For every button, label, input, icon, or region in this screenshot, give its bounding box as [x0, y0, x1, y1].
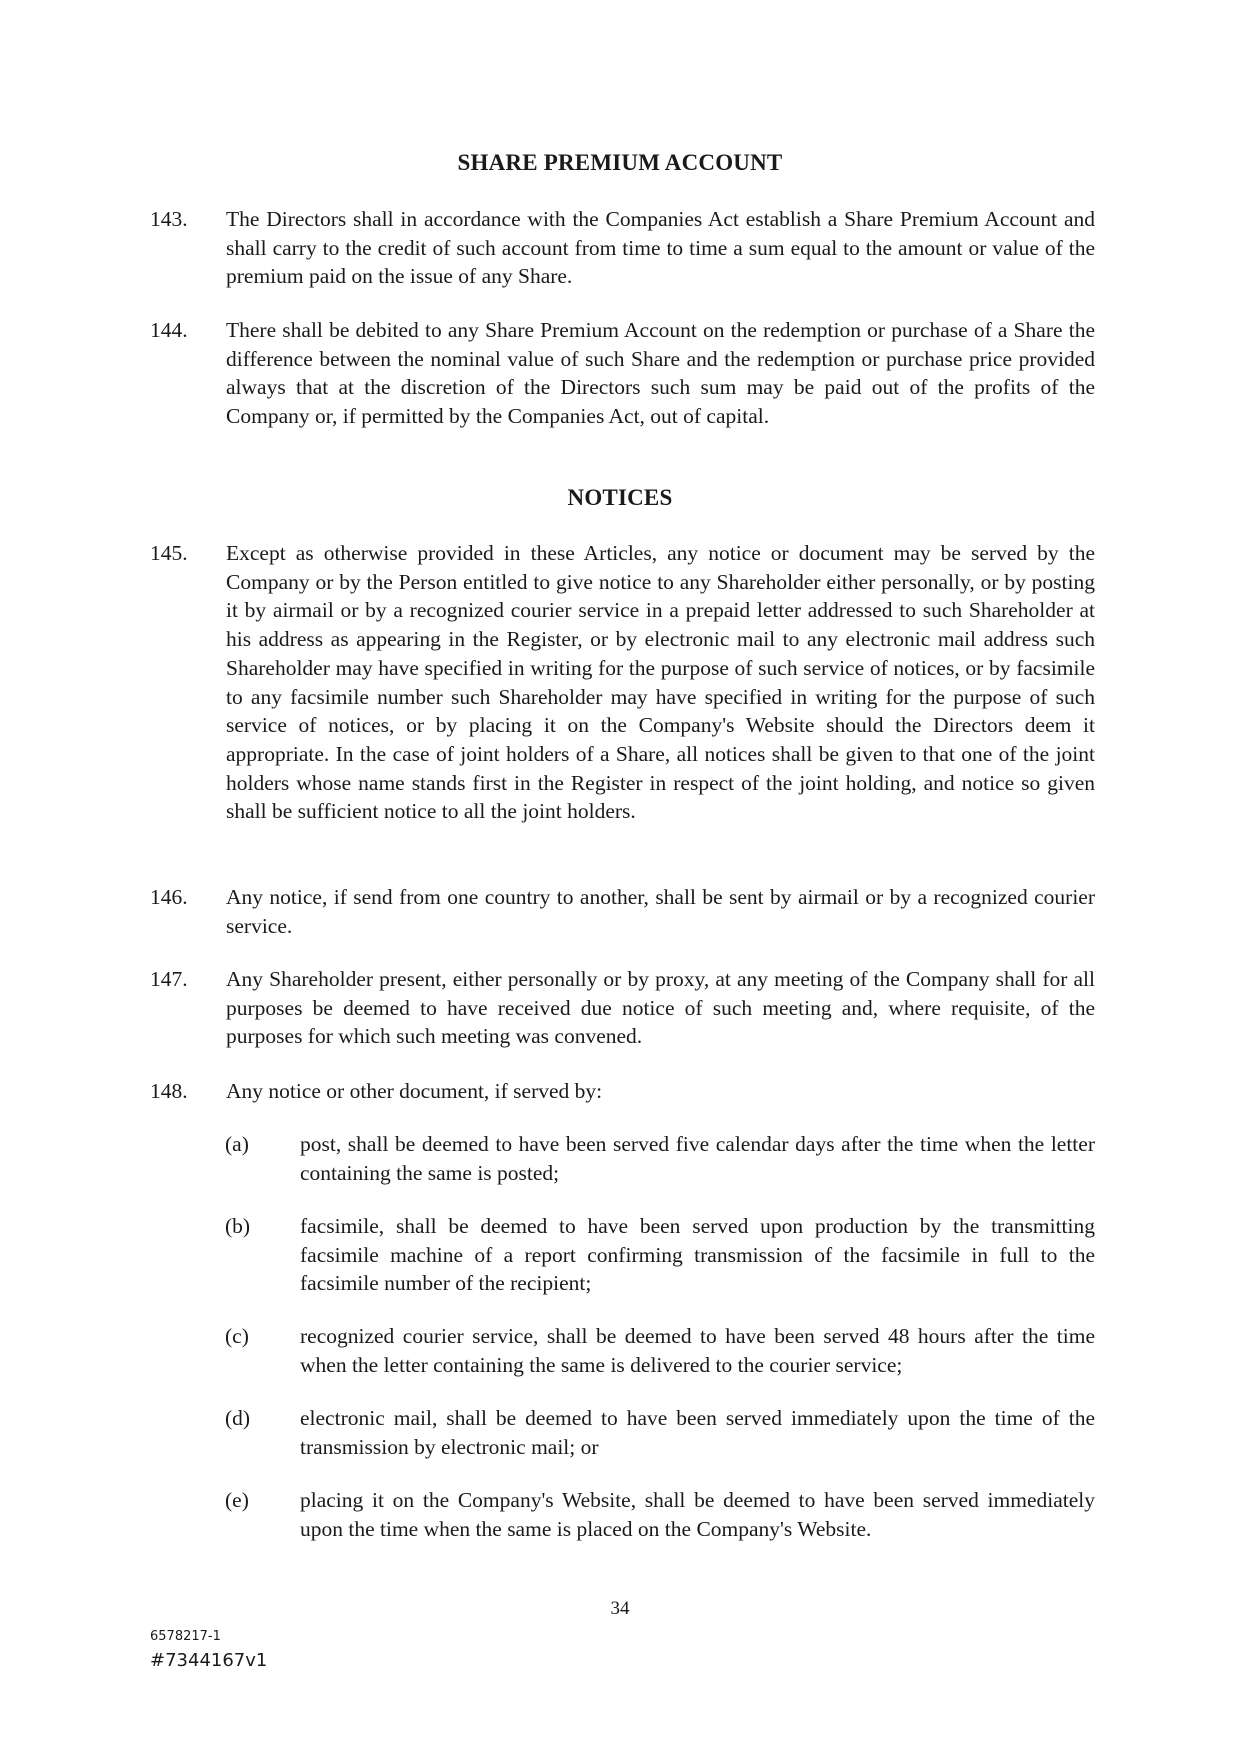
clause-number: 146.	[150, 885, 188, 909]
clause-147	[150, 965, 1095, 1051]
document-reference: 6578217-1	[150, 1629, 221, 1644]
clause-143	[150, 205, 1095, 291]
clause-145	[150, 539, 1095, 826]
subclause-text: electronic mail, shall be deemed to have been served immediately upon the time of the transmission by electronic mail; or	[300, 1406, 1095, 1459]
subclause-label: (c)	[225, 1324, 249, 1348]
subclause-label: (a)	[225, 1132, 249, 1156]
clause-text: Any notice or other document, if served by:	[226, 1079, 603, 1103]
subclause-label: (e)	[225, 1488, 249, 1512]
clause-number: 143.	[150, 207, 188, 231]
clause-text: Any Shareholder present, either personally or by proxy, at any meeting of the Company shall for all purposes be deemed to have received due notice of such meeting and, where requisite, of the purposes for which such meeting was convened.	[226, 967, 1095, 1049]
clause-number: 148.	[150, 1079, 188, 1103]
clause-146	[150, 883, 1095, 940]
section-heading-notices: NOTICES	[567, 485, 673, 510]
subclause-b	[225, 1212, 1095, 1298]
subclause-text: post, shall be deemed to have been served five calendar days after the time when the letter containing the same is posted;	[300, 1132, 1095, 1185]
clause-text: The Directors shall in accordance with the Companies Act establish a Share Premium Account and shall carry to the credit of such account from time to time a sum equal to the amount or value of the premium paid on the issue of any Share.	[226, 207, 1095, 289]
subclause-e	[225, 1486, 1095, 1543]
clause-text: Except as otherwise provided in these Articles, any notice or document may be served by the Company or by the Person entitled to give notice to any Shareholder either personally, or by posting it by airmail or by a recognized courier service in a prepaid letter addressed to such Shareholder at his address as appearing in the Register, or by electronic mail to any electronic mail address such Shareholder may have specified in writing for the purpose of such service of notices, or by facsimile to any facsimile number such Shareholder may have specified in writing for the purpose of such service of notices, or by placing it on the Company's Website should the Directors deem it appropriate. In the case of joint holders of a Share, all notices shall be given to that one of the joint holders whose name stands first in the Register in respect of the joint holding, and notice so given shall be sufficient notice to all the joint holders.	[226, 541, 1095, 824]
clause-144	[150, 316, 1095, 431]
subclause-a	[225, 1130, 1095, 1187]
clause-number: 145.	[150, 541, 188, 565]
subclause-label: (d)	[225, 1406, 251, 1430]
section-heading-share-premium-account: SHARE PREMIUM ACCOUNT	[457, 150, 783, 175]
clause-148	[150, 1077, 1095, 1106]
subclause-text: placing it on the Company's Website, shall be deemed to have been served immediately upon the time when the same is placed on the Company's Website.	[300, 1488, 1095, 1541]
subclause-label: (b)	[225, 1214, 251, 1238]
subclause-text: facsimile, shall be deemed to have been served upon production by the transmitting facsimile machine of a report confirming transmission of the facsimile in full to the facsimile number of the recipient;	[300, 1214, 1095, 1296]
subclause-text: recognized courier service, shall be deemed to have been served 48 hours after the time when the letter containing the same is delivered to the courier service;	[300, 1324, 1095, 1377]
clause-number: 147.	[150, 967, 188, 991]
clause-text: There shall be debited to any Share Premium Account on the redemption or purchase of a Share the difference between the nominal value of such Share and the redemption or purchase price provided always that at the discretion of the Directors such sum may be paid out of the profits of the Company or, if permitted by the Companies Act, out of capital.	[226, 318, 1095, 429]
subclause-c	[225, 1322, 1095, 1379]
page-number: 34	[610, 1598, 630, 1619]
document-version-reference: #7344167v1	[150, 1650, 268, 1671]
subclause-d	[225, 1404, 1095, 1461]
clause-number: 144.	[150, 318, 188, 342]
clause-text: Any notice, if send from one country to another, shall be sent by airmail or by a recognized courier service.	[226, 885, 1095, 938]
